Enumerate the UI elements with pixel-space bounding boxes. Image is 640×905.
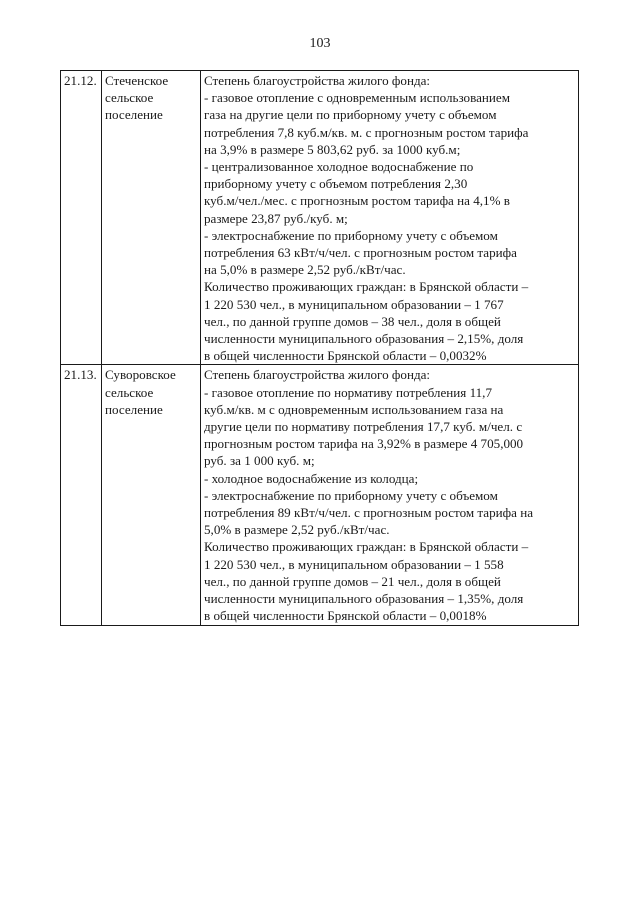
- settlement-name-line: поселение: [105, 401, 163, 417]
- description-line: Степень благоустройства жилого фонда:: [204, 73, 431, 88]
- description-line: куб.м/кв. м с одновременным использованием газа на: [204, 401, 504, 417]
- description-line: чел., по данной группе домов – 21 чел., доля в общей: [204, 573, 501, 589]
- description-line: Количество проживающих граждан: в Брянской области –: [204, 539, 529, 555]
- description-line: приборному учету с объемом потребления 2,30: [204, 176, 468, 192]
- housing-description: [201, 365, 579, 625]
- page-number: 103: [309, 36, 331, 51]
- description-line: - газовое отопление с одновременным использованием: [204, 90, 511, 106]
- description-line: численности муниципального образования – 2,15%, доля: [204, 331, 524, 347]
- description-line: потребления 7,8 куб.м/кв. м. с прогнозным ростом тарифа: [204, 124, 529, 140]
- description-line: численности муниципального образования – 1,35%, доля: [204, 591, 524, 607]
- settlement-name-line: сельское: [105, 384, 154, 400]
- table-row: [61, 365, 579, 625]
- table-row: [61, 71, 579, 365]
- description-line: руб. за 1 000 куб. м;: [204, 453, 315, 469]
- description-line: - газовое отопление по нормативу потребления 11,7: [204, 384, 492, 400]
- housing-table: [60, 70, 579, 626]
- description-line: другие цели по нормативу потребления 17,7 куб. м/чел. с: [204, 419, 523, 435]
- description-line: 5,0% в размере 2,52 руб./кВт/час.: [204, 522, 390, 538]
- description-line: на 5,0% в размере 2,52 руб./кВт/час.: [204, 262, 406, 278]
- settlement-name: [102, 71, 201, 365]
- settlement-name-line: сельское: [105, 90, 154, 106]
- description-line: газа на другие цели по приборному учету с объемом: [204, 107, 497, 123]
- description-line: Степень благоустройства жилого фонда:: [204, 367, 431, 383]
- description-line: на 3,9% в размере 5 803,62 руб. за 1000 куб.м;: [204, 141, 461, 157]
- description-line: размере 23,87 руб./куб. м;: [204, 210, 348, 226]
- description-line: - холодное водоснабжение из колодца;: [204, 470, 419, 486]
- description-line: - электроснабжение по приборному учету с объемом: [204, 487, 498, 503]
- description-line: потребления 63 кВт/ч/чел. с прогнозным ростом тарифа: [204, 245, 517, 261]
- description-line: в общей численности Брянской области – 0,0032%: [204, 348, 487, 364]
- settlement-name-line: поселение: [105, 107, 163, 123]
- description-line: в общей численности Брянской области – 0,0018%: [204, 608, 487, 624]
- settlement-name-line: Стеченское: [105, 73, 169, 88]
- settlement-name-line: Суворовское: [105, 367, 176, 383]
- description-line: прогнозным ростом тарифа на 3,92% в размере 4 705,000: [204, 436, 524, 452]
- description-line: потребления 89 кВт/ч/чел. с прогнозным ростом тарифа на: [204, 505, 534, 521]
- description-line: куб.м/чел./мес. с прогнозным ростом тарифа на 4,1% в: [204, 193, 510, 209]
- description-line: Количество проживающих граждан: в Брянской области –: [204, 279, 529, 295]
- description-line: - централизованное холодное водоснабжение по: [204, 159, 474, 175]
- description-line: - электроснабжение по приборному учету с объемом: [204, 227, 498, 243]
- row-number: 21.13.: [61, 365, 102, 625]
- housing-description: [201, 71, 579, 365]
- row-number: 21.12.: [61, 71, 102, 365]
- description-line: 1 220 530 чел., в муниципальном образовании – 1 558: [204, 556, 504, 572]
- settlement-name: [102, 365, 201, 625]
- description-line: чел., по данной группе домов – 38 чел., доля в общей: [204, 313, 501, 329]
- description-line: 1 220 530 чел., в муниципальном образовании – 1 767: [204, 296, 504, 312]
